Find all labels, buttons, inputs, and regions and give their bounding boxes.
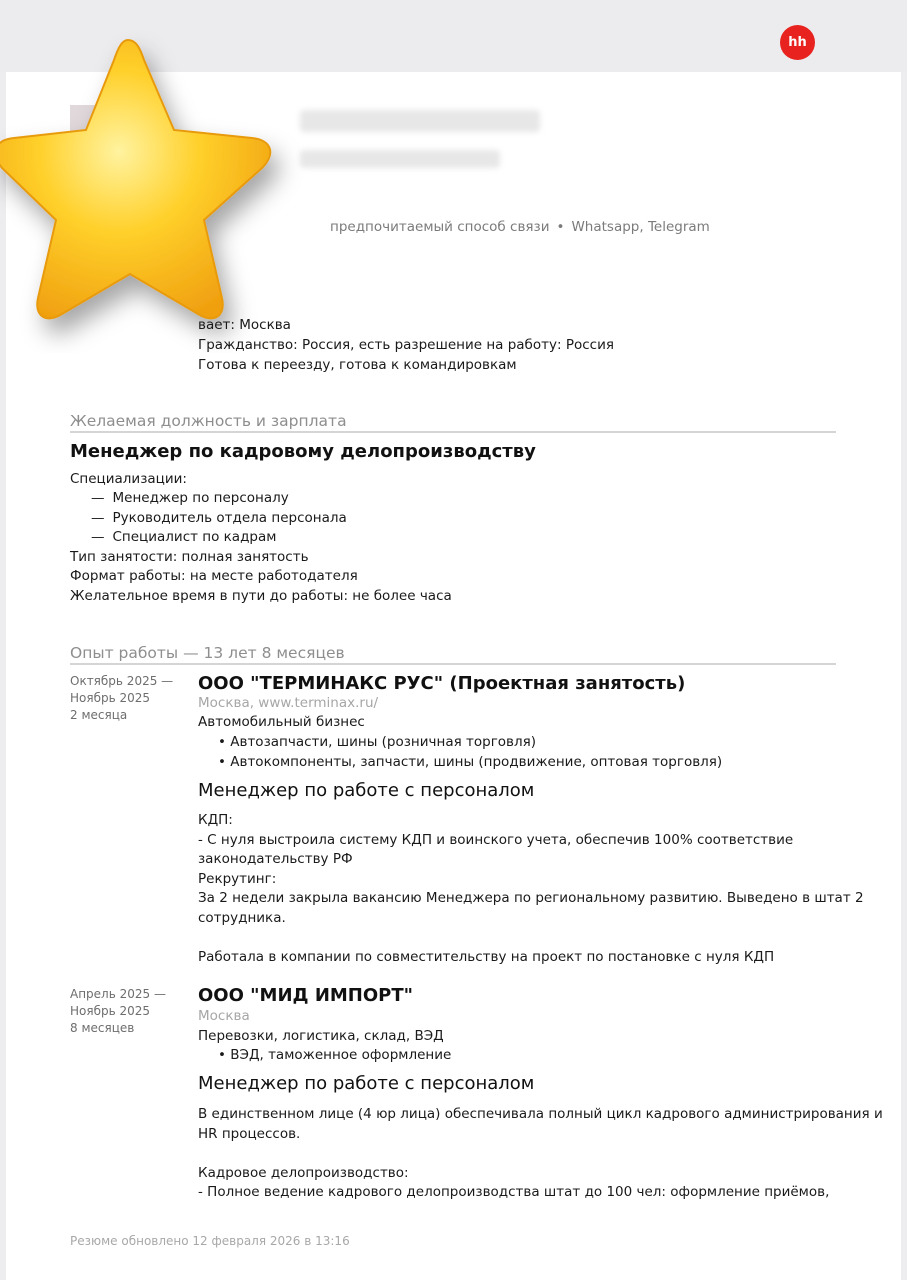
resume-updated: Резюме обновлено 12 февраля 2026 в 13:16 xyxy=(70,1234,350,1248)
job-title: Менеджер по работе с персоналом xyxy=(198,780,535,801)
specialization-item xyxy=(91,510,347,526)
section-experience: Опыт работы — 13 лет 8 месяцев xyxy=(70,644,836,665)
residence: вает: Москва xyxy=(198,317,291,333)
job-description-line: - С нуля выстроила систему КДП и воинского учета, обеспечив 100% соответствие xyxy=(198,832,794,848)
section-desired-position: Желаемая должность и зарплата xyxy=(70,412,836,433)
job-description-line: - Полное ведение кадрового делопроизводства штат до 100 чел: оформление приёмов, xyxy=(198,1184,830,1200)
commute-time: Желательное время в пути до работы: не более часа xyxy=(70,588,452,604)
job-period xyxy=(70,986,166,1037)
period-start: Апрель 2025 — xyxy=(70,987,166,1001)
contact-label: предпочитаемый способ связи xyxy=(330,219,550,235)
job-description-line: Работала в компании по совместительству на проект по постановке с нуля КДП xyxy=(198,949,775,965)
company-subindustry: • ВЭД, таможенное оформление xyxy=(218,1047,452,1063)
citizenship: Гражданство: Россия, есть разрешение на работу: Россия xyxy=(198,337,614,353)
specializations-label: Специализации: xyxy=(70,471,187,487)
company-name: ООО "МИД ИМПОРТ" xyxy=(198,985,414,1006)
company-industry: Перевозки, логистика, склад, ВЭД xyxy=(198,1028,444,1044)
company-location: Москва, www.terminax.ru/ xyxy=(198,695,379,711)
specialization-item xyxy=(91,529,276,545)
company-industry: Автомобильный бизнес xyxy=(198,714,365,730)
job-period xyxy=(70,673,173,724)
blurred-subtitle xyxy=(300,150,500,168)
job-description-line: Рекрутинг: xyxy=(198,871,277,887)
specialization-item xyxy=(91,490,289,506)
contact-separator: • xyxy=(556,219,565,235)
hh-logo[interactable]: hh xyxy=(780,25,815,60)
star-icon xyxy=(0,18,310,353)
contact-value: Whatsapp, Telegram xyxy=(571,219,710,235)
period-start: Октябрь 2025 — xyxy=(70,674,174,688)
contact-line xyxy=(330,219,710,235)
company-name: ООО "ТЕРМИНАКС РУС" (Проектная занятость) xyxy=(198,673,686,694)
company-subindustry: • Автокомпоненты, запчасти, шины (продвижение, оптовая торговля) xyxy=(218,754,723,770)
job-description-line: HR процессов. xyxy=(198,1126,301,1142)
relocation: Готова к переезду, готова к командировкам xyxy=(198,357,517,373)
dash: — xyxy=(91,490,105,506)
job-description-line: За 2 недели закрыла вакансию Менеджера по региональному развитию. Выведено в штат 2 xyxy=(198,890,864,906)
company-location: Москва xyxy=(198,1008,250,1024)
period-duration: 8 месяцев xyxy=(70,1021,135,1035)
period-end: Ноябрь 2025 xyxy=(70,691,151,705)
specialization-text: Руководитель отдела персонала xyxy=(112,510,347,526)
period-end: Ноябрь 2025 xyxy=(70,1004,151,1018)
dash: — xyxy=(91,529,105,545)
job-description-line: КДП: xyxy=(198,812,233,828)
employment-type: Тип занятости: полная занятость xyxy=(70,549,309,565)
dash: — xyxy=(91,510,105,526)
job-description-line: сотрудника. xyxy=(198,910,286,926)
desired-position-title: Менеджер по кадровому делопроизводству xyxy=(70,441,536,462)
company-subindustry: • Автозапчасти, шины (розничная торговля) xyxy=(218,734,537,750)
job-title: Менеджер по работе с персоналом xyxy=(198,1073,535,1094)
specialization-text: Специалист по кадрам xyxy=(112,529,277,545)
job-description-line: Кадровое делопроизводство: xyxy=(198,1165,409,1181)
specialization-text: Менеджер по персоналу xyxy=(112,490,289,506)
job-description-line: В единственном лице (4 юр лица) обеспечивала полный цикл кадрового администрирования и xyxy=(198,1106,883,1122)
blurred-name xyxy=(300,110,540,132)
period-duration: 2 месяца xyxy=(70,708,128,722)
job-description-line: законодательству РФ xyxy=(198,851,353,867)
work-format: Формат работы: на месте работодателя xyxy=(70,568,358,584)
